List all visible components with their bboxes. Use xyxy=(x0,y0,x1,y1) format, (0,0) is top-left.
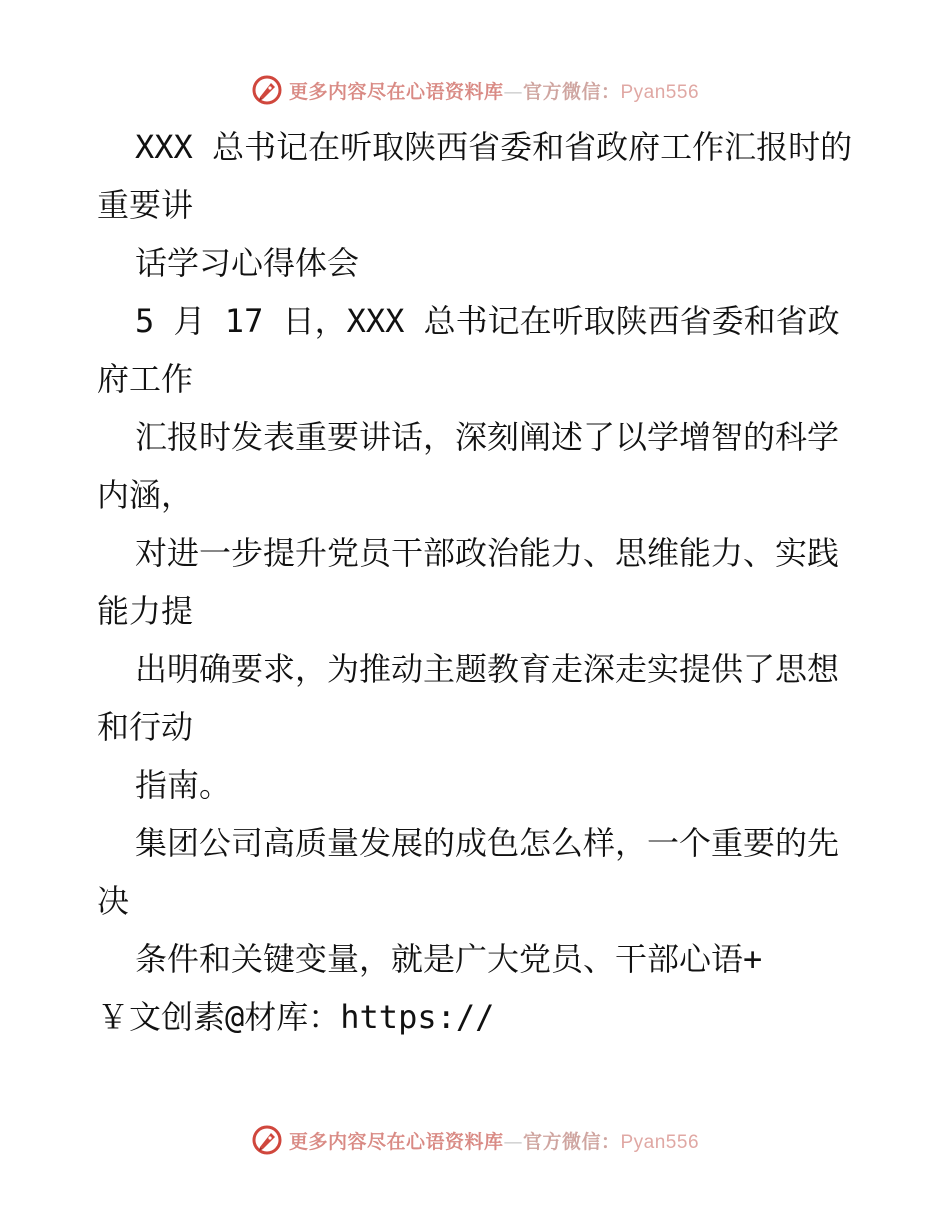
banner-text xyxy=(289,1127,699,1154)
doc-line: 汇报时发表重要讲话，深刻阐述了以学增智的科学内涵， xyxy=(97,418,840,514)
banner-title: 更多内容尽在心语资料库 xyxy=(288,80,504,103)
document-body xyxy=(97,118,857,1046)
footer-banner xyxy=(0,1120,950,1160)
doc-line: 指南。 xyxy=(135,766,232,804)
banner-dash: — xyxy=(503,80,523,103)
pen-nib-logo-icon xyxy=(251,74,283,106)
banner-wechat-label: 官方微信： xyxy=(522,80,621,103)
pen-nib-logo-icon xyxy=(251,1124,283,1156)
doc-line: 对进一步提升党员干部政治能力、思维能力、实践能力提 xyxy=(97,534,840,630)
banner-wechat-label: 官方微信： xyxy=(522,1130,621,1153)
header-banner xyxy=(0,70,950,110)
banner-title: 更多内容尽在心语资料库 xyxy=(288,1130,504,1153)
doc-line: XXX 总书记在听取陕西省委和省政府工作汇报时的重要讲 xyxy=(97,128,853,224)
doc-line: 5 月 17 日，XXX 总书记在听取陕西省委和省政府工作 xyxy=(97,302,840,398)
banner-text xyxy=(289,77,699,104)
banner-wechat-id: Pyan556 xyxy=(620,1131,700,1153)
banner-wechat-id: Pyan556 xyxy=(620,81,700,103)
doc-line: 出明确要求，为推动主题教育走深走实提供了思想和行动 xyxy=(97,650,840,746)
banner-dash: — xyxy=(503,1130,523,1153)
doc-line: 话学习心得体会 xyxy=(135,244,360,282)
doc-line: 条件和关键变量，就是广大党员、干部心语+ xyxy=(135,940,763,978)
doc-trailing-line: ￥文创素@材库：https:// xyxy=(97,998,495,1036)
doc-line: 集团公司高质量发展的成色怎么样，一个重要的先决 xyxy=(97,824,840,920)
